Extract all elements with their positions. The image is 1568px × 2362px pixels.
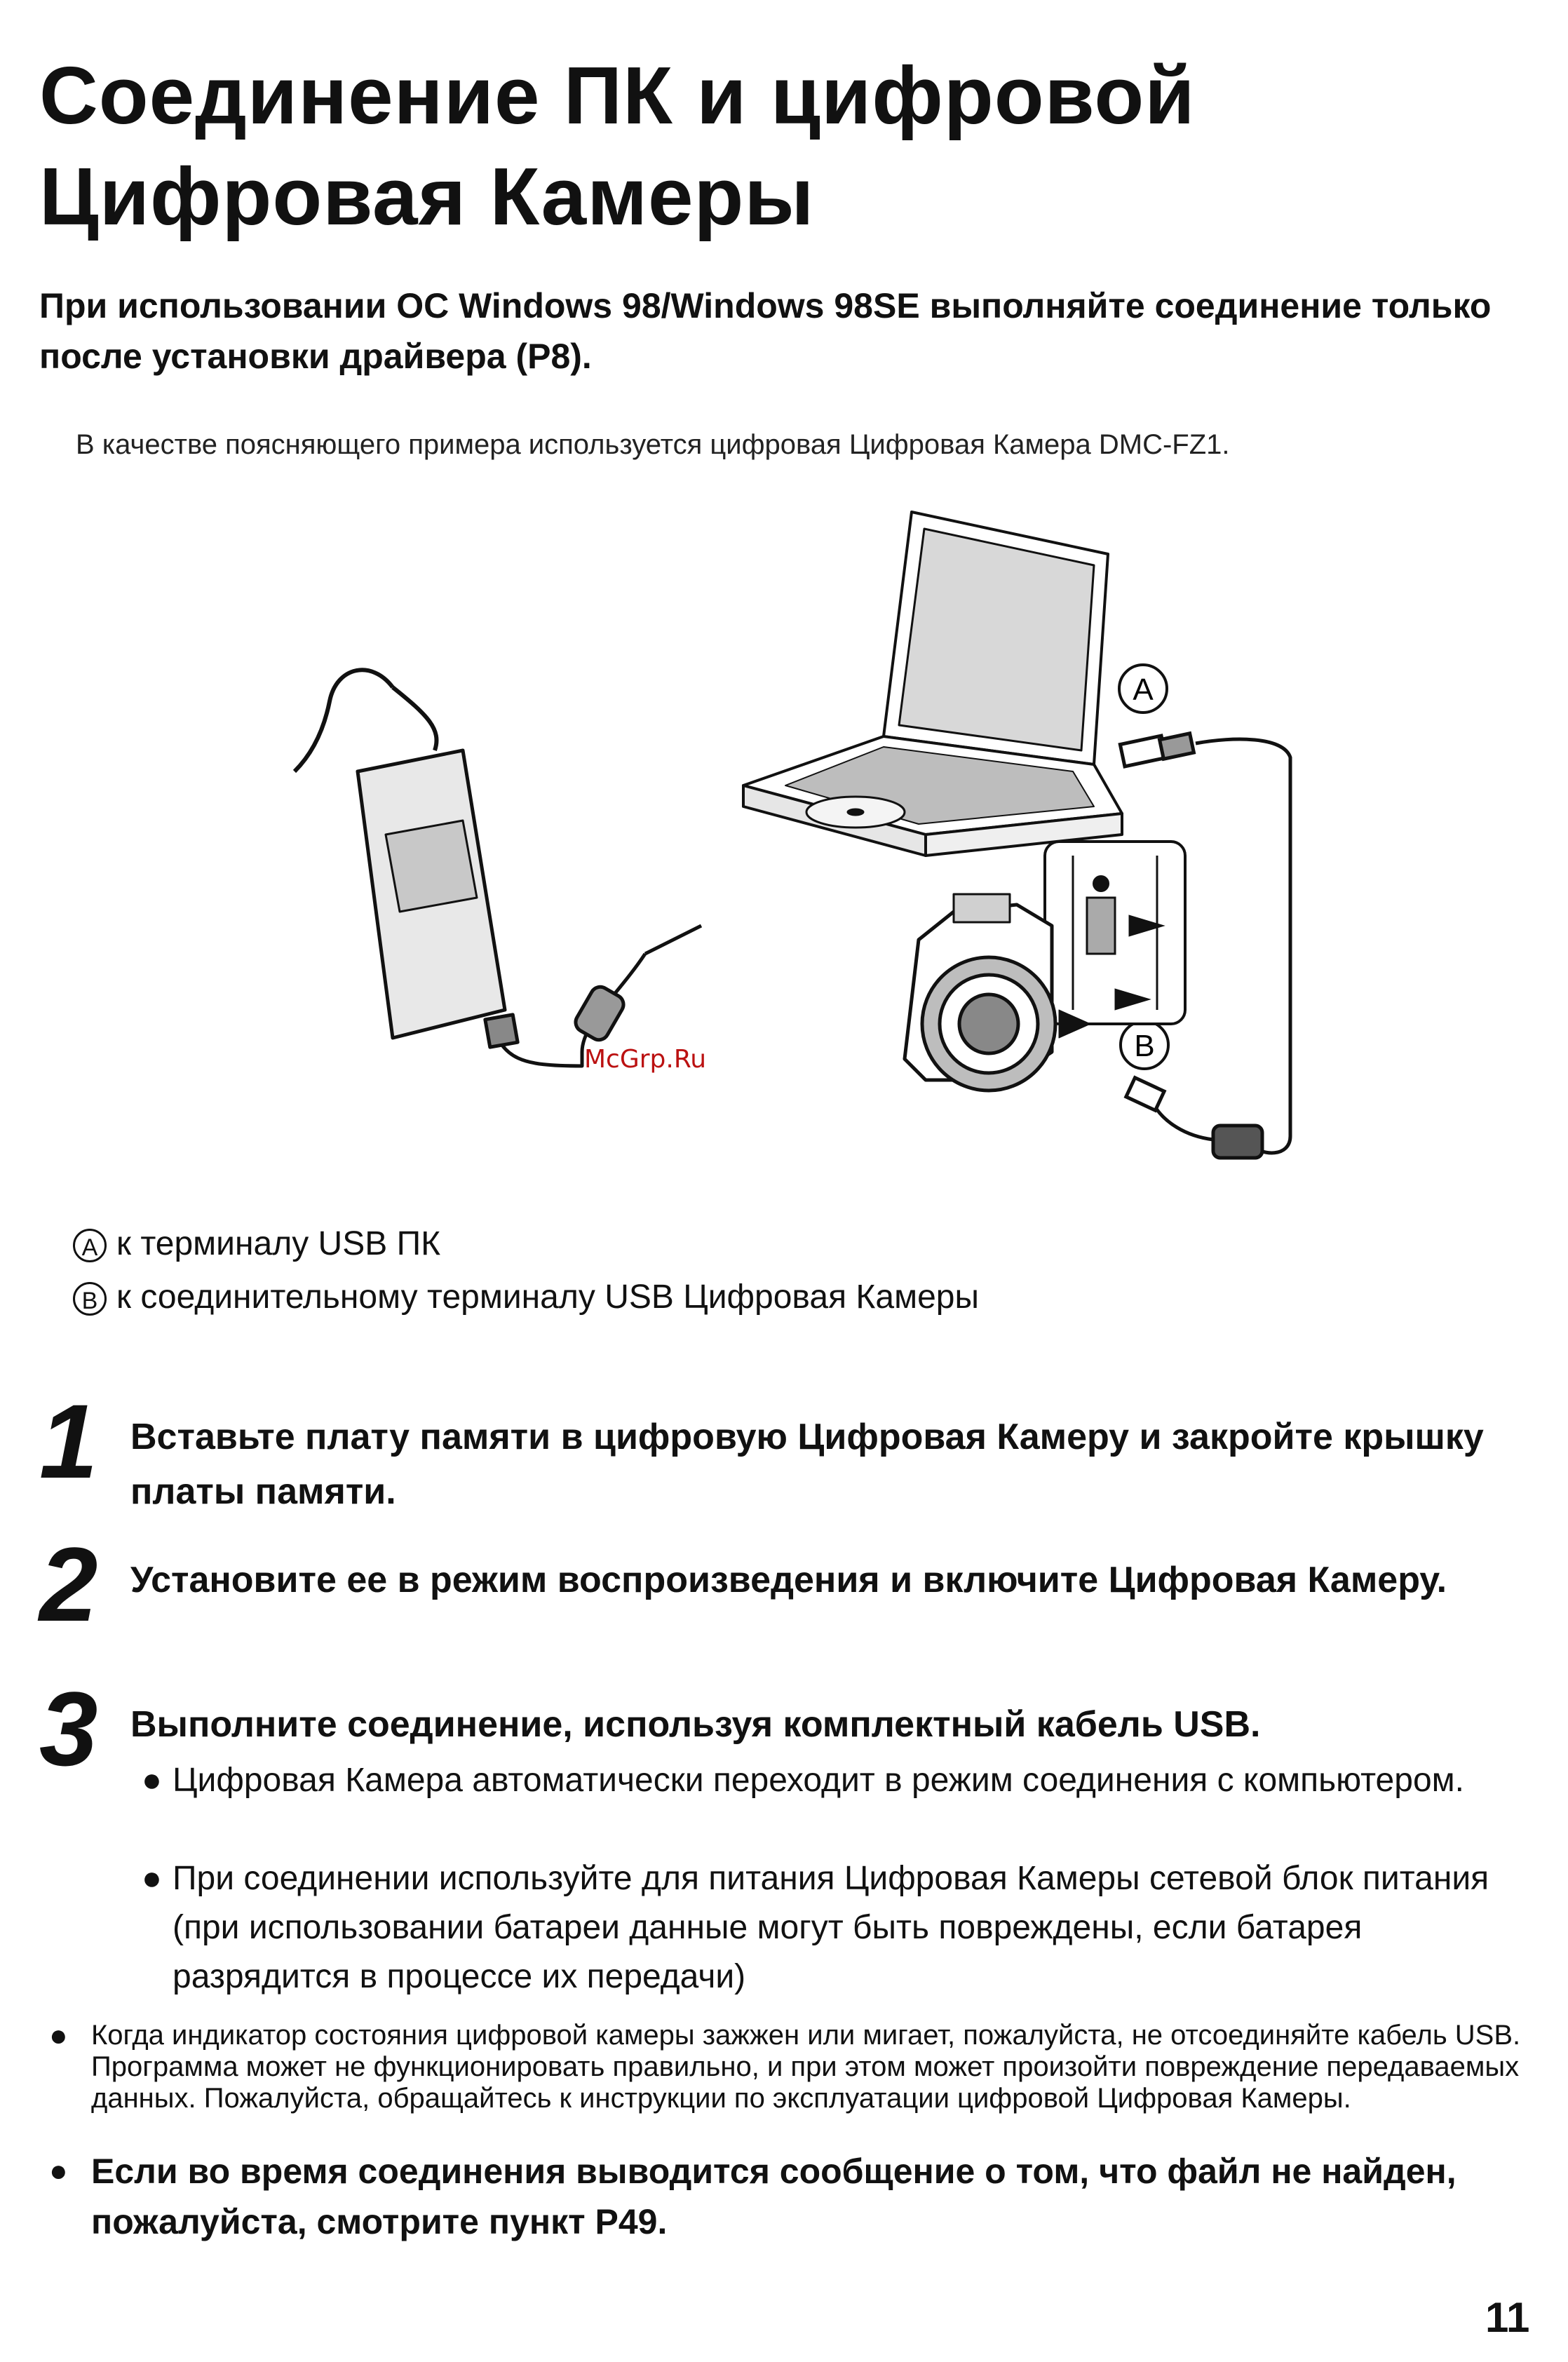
intro-warning: При использовании ОС Windows 98/Windows 98SE выполняйте соединение только после установки драйвера (P8). <box>39 286 1492 376</box>
label-a-text: A <box>1133 673 1154 707</box>
step3-bullet-text-1: Цифровая Камера автоматически переходит в режим соединения с компьютером. <box>173 1762 1464 1799</box>
step3-bullet-1 <box>144 1756 1519 1805</box>
note-1 <box>49 2020 1522 2114</box>
step-text-2: Установите ее в режим воспроизведения и включите Цифровая Камеру. <box>130 1560 1447 1600</box>
legend-mark-b: B <box>73 1282 107 1316</box>
bullet-glyph: ● <box>49 2154 68 2188</box>
step3-bullet-text-2: При соединении используйте для питания Цифровая Камеры сетевой блок питания (при использовании батареи данные могут быть повреждены, если батарея разрядится в процессе их передачи) <box>173 1860 1489 1995</box>
legend-item-a <box>73 1222 440 1267</box>
note-2 <box>49 2146 1522 2247</box>
legend-item-b <box>73 1275 979 1320</box>
step-number-3: 3 <box>39 1670 98 1788</box>
example-note: В качестве поясняющего примера используется цифровая Цифровая Камера DMC-FZ1. <box>76 429 1230 460</box>
step-number-1: 1 <box>39 1382 98 1500</box>
step-number-2: 2 <box>39 1525 98 1643</box>
legend-mark-a: A <box>73 1229 107 1262</box>
legend-text-b: к соединительному терминалу USB Цифровая Камеры <box>116 1278 979 1316</box>
label-b-marker <box>1121 1021 1168 1069</box>
bullet-glyph: ● <box>142 1860 162 1897</box>
step-text-1: Вставьте плату памяти в цифровую Цифровая Камеру и закройте крышку платы памяти. <box>130 1417 1484 1512</box>
bullet-glyph: ● <box>49 2018 68 2053</box>
page-title-line-1: Соединение ПК и цифровой <box>39 50 1196 141</box>
page-title-line-2: Цифровая Камеры <box>39 151 815 242</box>
laptop-illustration <box>743 512 1122 856</box>
connection-illustration <box>252 505 1346 1206</box>
label-b-text: B <box>1134 1029 1155 1063</box>
step3-bullet-2 <box>144 1854 1519 2002</box>
page-title <box>39 45 1512 247</box>
note-text-1: Когда индикатор состояния цифровой камеры зажжен или мигает, пожалуйста, не отсоединяйте кабель USB. Программа может не функционировать правильно, и при этом может произойти повреждение передаваемых данных. Пожалуйста, обращайтесь к инструкции по эксплуатации цифровой Цифровая Камеры. <box>91 2020 1521 2114</box>
legend-text-a: к терминалу USB ПК <box>116 1225 441 1262</box>
page-number: 11 <box>1485 2294 1530 2341</box>
terminal-inset <box>1045 842 1185 1024</box>
label-a-marker <box>1119 665 1167 713</box>
bullet-glyph: ● <box>142 1762 162 1799</box>
step-text-3: Выполните соединение, используя комплектный кабель USB. <box>130 1704 1261 1745</box>
watermark-text: McGrp.Ru <box>583 1045 707 1074</box>
note-text-2: Если во время соединения выводится сообщение о том, что файл не найден, пожалуйста, смотрите пункт P49. <box>91 2152 1457 2241</box>
ac-adapter-illustration <box>295 670 701 1066</box>
